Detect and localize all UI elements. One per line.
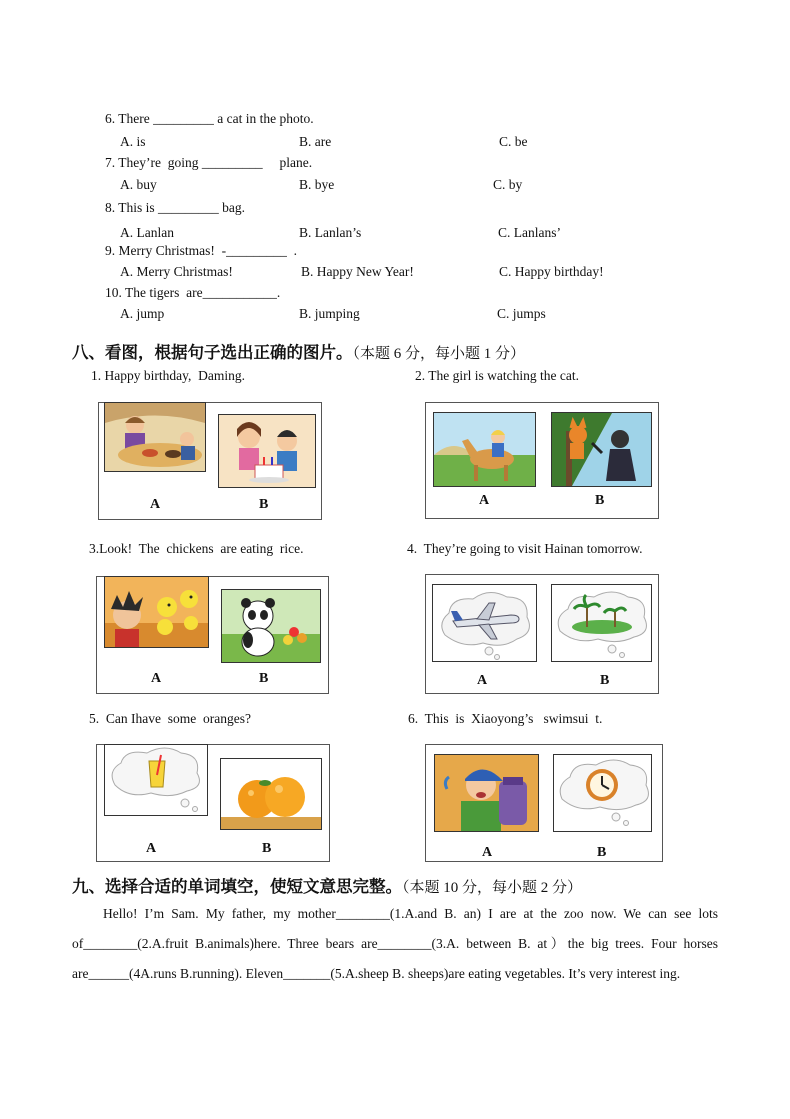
cat-in-tree-picture xyxy=(551,412,652,487)
island-thought-picture xyxy=(551,584,652,662)
choice-label-b: B xyxy=(259,671,269,686)
picture-item-sentence: 1. Happy birthday, Daming. xyxy=(91,368,245,383)
choice-label-b: B xyxy=(600,673,610,688)
option-b: B. jumping xyxy=(299,306,360,321)
question-text: 6. There _________ a cat in the photo. xyxy=(105,111,314,126)
option-a: A. jump xyxy=(120,306,165,321)
choice-label-b: B xyxy=(262,841,272,856)
option-b: B. are xyxy=(299,134,332,149)
option-c: C. be xyxy=(499,134,528,149)
section-title: 八、看图，根据句子选出正确的图片。 xyxy=(72,343,353,362)
section-points: （本题 10 分，每小题 2 分） xyxy=(402,880,583,896)
choice-label-b: B xyxy=(259,497,269,512)
choice-label-a: A xyxy=(479,493,490,508)
choice-label-b: B xyxy=(595,493,605,508)
option-b: B. Happy New Year! xyxy=(301,264,414,279)
option-b: B. bye xyxy=(299,177,335,192)
boy-with-bag-picture xyxy=(434,754,539,832)
option-a: A. is xyxy=(120,134,146,149)
question-text: 9. Merry Christmas! -_________ . xyxy=(105,243,297,258)
question-text: 10. The tigers are___________. xyxy=(105,285,281,300)
choice-label-a: A xyxy=(477,673,488,688)
choice-label-a: A xyxy=(151,671,162,686)
picture-item-sentence: 5. Can Ihave some oranges? xyxy=(89,711,251,726)
airplane-thought-picture xyxy=(432,584,537,662)
section-heading xyxy=(72,343,525,364)
question-text: 8. This is _________ bag. xyxy=(105,200,246,215)
option-c: C. by xyxy=(493,177,523,192)
choice-label-a: A xyxy=(146,841,157,856)
choice-label-a: A xyxy=(150,497,161,512)
birthday-cake-picture xyxy=(218,414,316,488)
option-a: A. Merry Christmas! xyxy=(120,264,233,279)
picture-item-sentence: 6. This is Xiaoyong’s swimsui t. xyxy=(408,711,603,726)
choice-label-a: A xyxy=(482,845,493,860)
family-dinner-picture xyxy=(104,402,206,472)
option-c: C. Lanlans’ xyxy=(498,225,561,240)
oranges-picture xyxy=(220,758,322,830)
girl-riding-horse-picture xyxy=(433,412,536,487)
juice-thought-picture xyxy=(104,744,208,816)
option-a: A. Lanlan xyxy=(120,225,174,240)
section-points: （本题 6 分，每小题 1 分） xyxy=(352,346,526,362)
picture-item-sentence: 2. The girl is watching the cat. xyxy=(415,368,579,383)
option-c: C. jumps xyxy=(497,306,546,321)
choice-label-b: B xyxy=(597,845,607,860)
panda-eating-picture xyxy=(221,589,321,663)
option-c: C. Happy birthday! xyxy=(499,264,604,279)
question-text: 7. They’re going _________ plane. xyxy=(105,155,313,170)
option-a: A. buy xyxy=(120,177,157,192)
option-b: B. Lanlan’s xyxy=(299,225,362,240)
cloze-passage: Hello! I’m Sam. My father, my mother________(1.A.and B. an) I are at the zoo now. We can see lots of________(2.A.fruit B.animals)here. Three bears are________(3.A. between B. at）the big trees. Four horses are______(4A.runs B.running). Eleven_______(5.A.sheep B. sheeps)are eating vegetables. It’s very interest ing. xyxy=(72,906,718,981)
section-title: 九、选择合适的单词填空，使短文意思完整。 xyxy=(72,877,402,896)
clock-thought-picture xyxy=(553,754,652,832)
boy-with-chicks-picture xyxy=(104,576,209,648)
section-heading xyxy=(72,877,582,898)
picture-item-sentence: 4. They’re going to visit Hainan tomorrow. xyxy=(407,541,643,556)
picture-item-sentence: 3.Look! The chickens are eating rice. xyxy=(89,541,304,556)
